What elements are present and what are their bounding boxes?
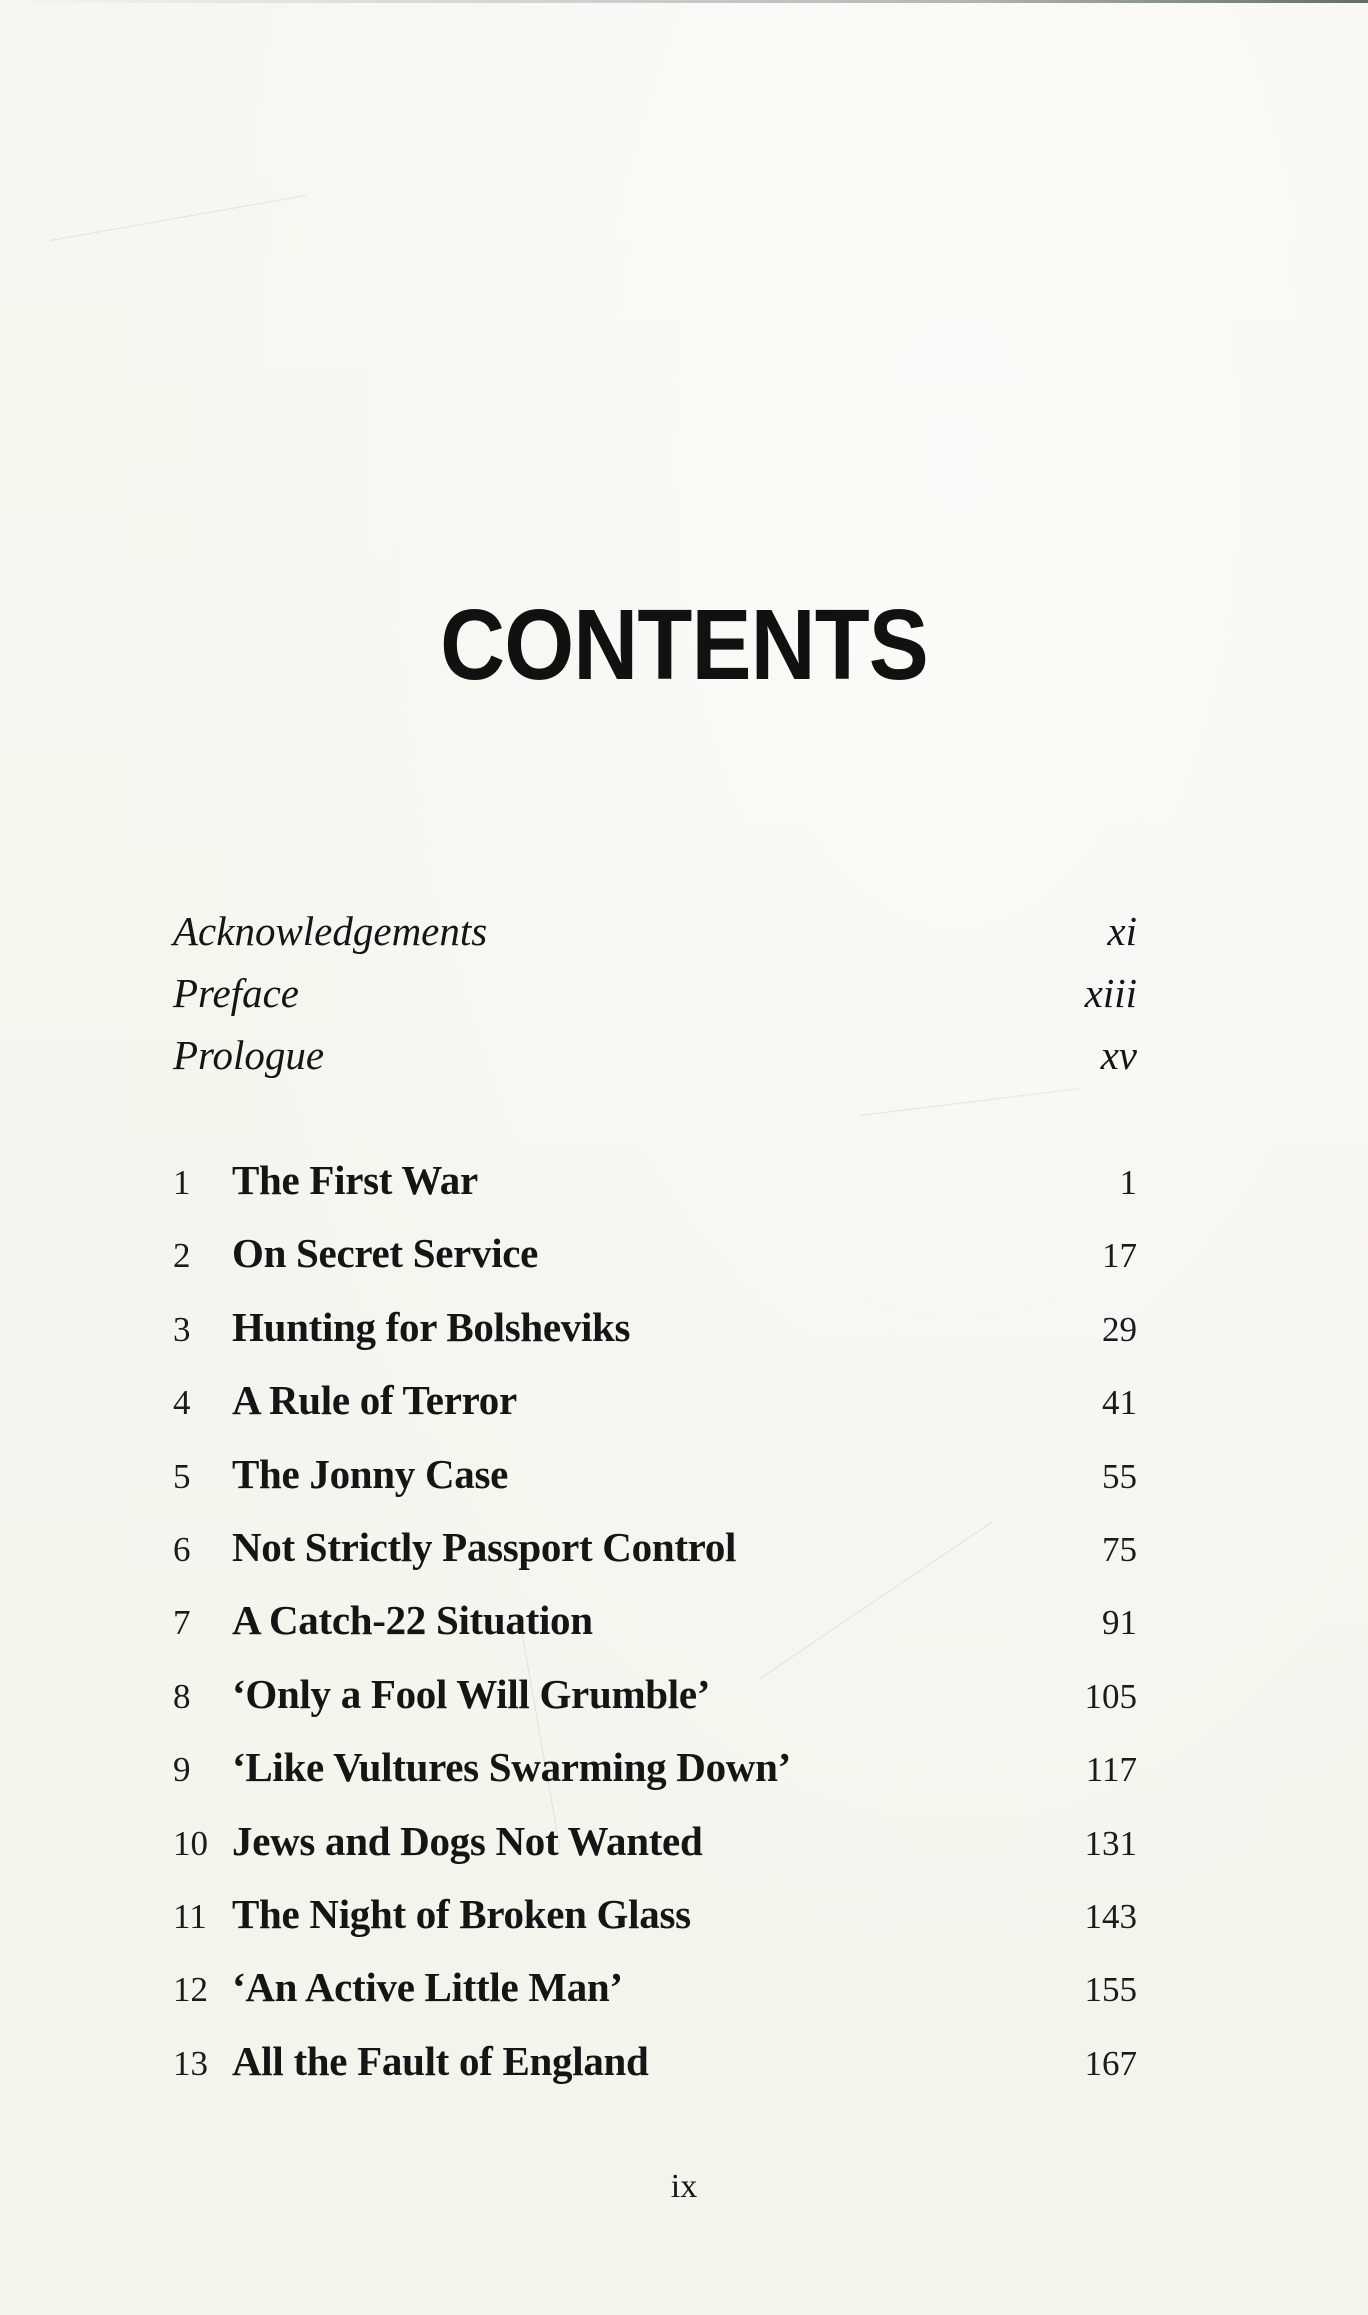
chapter-entry — [173, 1150, 1137, 1223]
page-number: ix — [670, 2168, 698, 2205]
chapter-number: 9 — [173, 1750, 191, 1790]
chapter-entry — [173, 1444, 1137, 1517]
chapter-title: A Catch-22 Situation — [232, 1597, 593, 1644]
chapter-entry — [173, 1370, 1137, 1443]
chapter-title: A Rule of Terror — [232, 1377, 517, 1424]
chapter-page: 131 — [1084, 1823, 1137, 1863]
front-matter-title: Preface — [173, 970, 299, 1016]
front-matter-list — [173, 900, 1137, 1086]
chapter-title: ‘Only a Fool Will Grumble’ — [232, 1670, 711, 1717]
chapter-entry — [173, 1884, 1137, 1957]
chapter-entry — [173, 1517, 1137, 1590]
front-matter-entry — [173, 962, 1137, 1024]
chapter-page: 55 — [1102, 1456, 1137, 1496]
chapter-entry — [173, 1811, 1137, 1884]
page-top-edge — [0, 0, 1368, 3]
chapter-title: The Night of Broken Glass — [232, 1890, 691, 1937]
chapter-page: 143 — [1084, 1896, 1137, 1936]
chapter-number: 12 — [173, 1970, 208, 2010]
front-matter-page: xi — [1107, 908, 1137, 954]
chapter-page: 105 — [1084, 1676, 1137, 1716]
contents-title: CONTENTS — [440, 589, 928, 701]
front-matter-page: xiii — [1084, 970, 1137, 1016]
chapter-entry — [173, 1590, 1137, 1663]
chapter-number: 2 — [173, 1236, 191, 1276]
paper-scratch — [50, 195, 306, 241]
chapter-title: The Jonny Case — [232, 1450, 509, 1497]
chapter-title: ‘Like Vultures Swarming Down’ — [232, 1744, 791, 1791]
chapter-page: 167 — [1084, 2043, 1137, 2083]
chapter-list — [173, 1150, 1137, 2104]
chapter-entry — [173, 1957, 1137, 2030]
chapter-page: 1 — [1119, 1163, 1137, 1202]
chapter-entry — [173, 1223, 1137, 1296]
chapter-number: 5 — [173, 1456, 191, 1496]
chapter-entry — [173, 1297, 1137, 1370]
chapter-entry — [173, 2031, 1137, 2104]
chapter-page: 17 — [1102, 1236, 1137, 1276]
chapter-number: 3 — [173, 1309, 191, 1349]
front-matter-entry — [173, 900, 1137, 962]
chapter-page: 29 — [1102, 1309, 1137, 1349]
chapter-page: 91 — [1102, 1603, 1137, 1643]
chapter-title: On Secret Service — [232, 1230, 539, 1277]
chapter-number: 10 — [173, 1823, 208, 1863]
chapter-number: 6 — [173, 1529, 191, 1569]
front-matter-entry — [173, 1024, 1137, 1086]
chapter-number: 13 — [173, 2043, 208, 2083]
chapter-number: 1 — [173, 1163, 191, 1202]
chapter-page: 75 — [1102, 1529, 1137, 1569]
chapter-number: 7 — [173, 1603, 191, 1643]
chapter-entry — [173, 1664, 1137, 1737]
chapter-title: All the Fault of England — [232, 2037, 649, 2084]
chapter-page: 117 — [1085, 1750, 1137, 1790]
chapter-entry — [173, 1737, 1137, 1810]
chapter-title: Jews and Dogs Not Wanted — [232, 1817, 703, 1864]
chapter-number: 8 — [173, 1676, 191, 1716]
chapter-page: 155 — [1084, 1970, 1137, 2010]
chapter-title: ‘An Active Little Man’ — [232, 1964, 623, 2011]
chapter-title: Not Strictly Passport Control — [232, 1523, 737, 1570]
front-matter-title: Prologue — [173, 1032, 325, 1078]
chapter-title: Hunting for Bolsheviks — [232, 1303, 631, 1350]
paper-scratch — [860, 1088, 1078, 1116]
chapter-number: 11 — [173, 1896, 207, 1936]
front-matter-page: xv — [1100, 1032, 1137, 1078]
chapter-title: The First War — [232, 1157, 478, 1203]
chapter-page: 41 — [1102, 1383, 1137, 1423]
chapter-number: 4 — [173, 1383, 191, 1423]
front-matter-title: Acknowledgements — [173, 908, 488, 954]
